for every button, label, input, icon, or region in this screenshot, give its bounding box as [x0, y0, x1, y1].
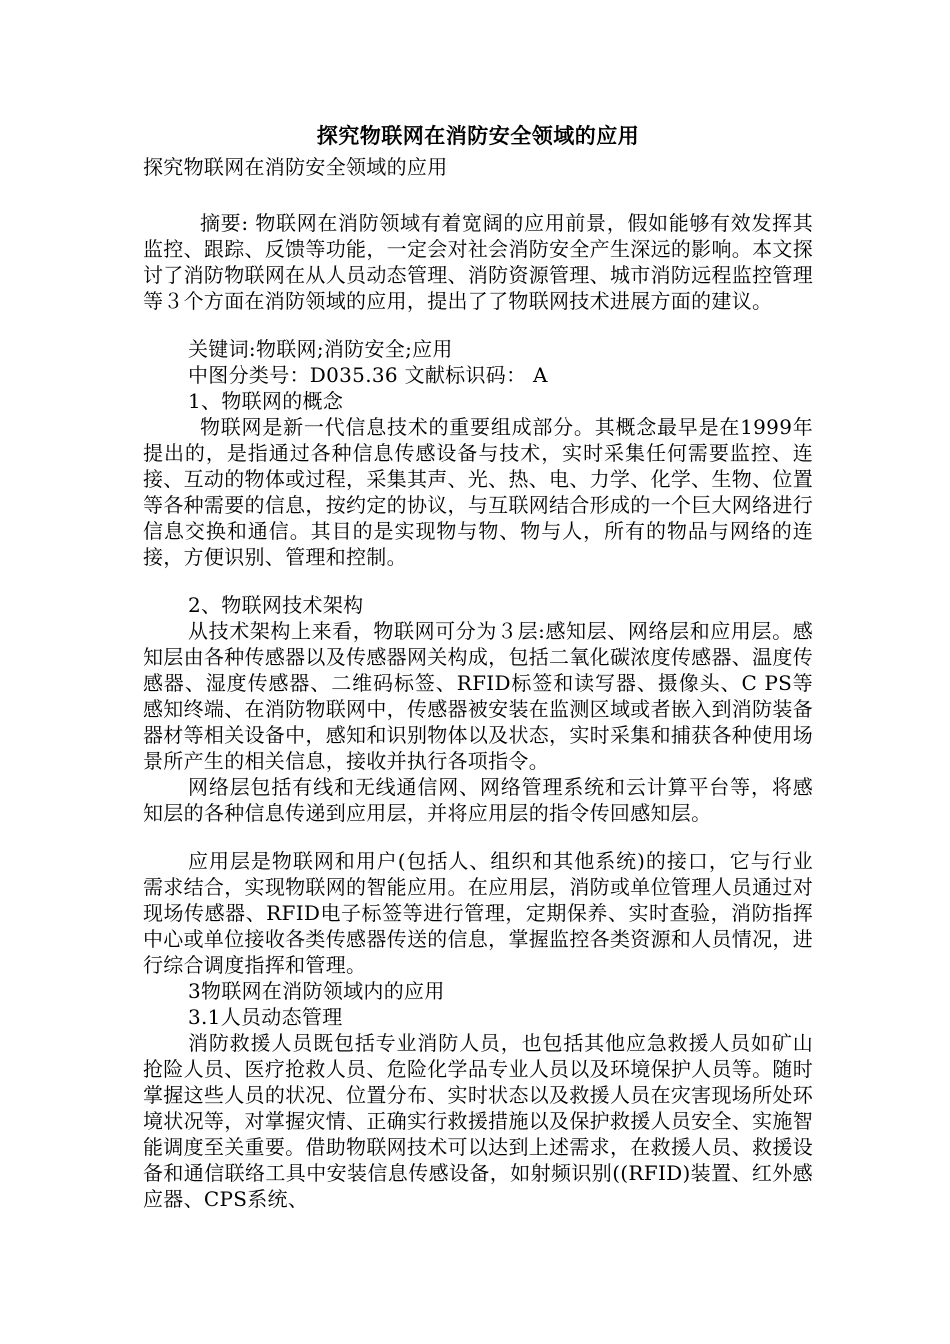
classification-line: 中图分类号：D035.36 文献标识码： A — [188, 363, 548, 387]
section-3-heading: 3物联网在消防领域内的应用 — [188, 979, 445, 1003]
section-2-paragraph-2: 网络层包括有线和无线通信网、网络管理系统和云计算平台等，将感知层的各种信息传递到应用层，并将应用层的指令传回感知层。 — [143, 775, 813, 825]
section-2-paragraph-3: 应用层是物联网和用户(包括人、组织和其他系统)的接口，它与行业需求结合，实现物联网的智能应用。在应用层，消防或单位管理人员通过对现场传感器、RFID电子标签等进行管理，定期保养、实时查验，消防指挥中心或单位接收各类传感器传送的信息，掌握监控各类资源和人员情况，进行综合调度指挥和管理。 — [143, 849, 813, 977]
spacer — [143, 826, 813, 848]
spacer — [143, 570, 813, 592]
section-1-heading: 1、物联网的概念 — [188, 389, 344, 413]
section-2-paragraph-1: 从技术架构上来看，物联网可分为３层:感知层、网络层和应用层。感知层由各种传感器以及传感器网关构成，包括二氧化碳浓度传感器、温度传感器、湿度传感器、二维码标签、RFID标签和读写器、摄像头、C PS等感知终端、在消防物联网中，传感器被安装在监测区域或者嵌入到消防装备器材等相关设备中，感知和识别物体以及状态，实时采集和捕获各种使用场景所产生的相关信息，接收并执行各项指令。 — [143, 619, 813, 773]
document-body — [143, 118, 813, 1212]
spacer — [143, 314, 813, 336]
keywords-line: 关键词:物联网;消防安全;应用 — [188, 337, 453, 361]
abstract-paragraph: 摘要: 物联网在消防领域有着宽阔的应用前景，假如能够有效发挥其监控、跟踪、反馈等功能，一定会对社会消防安全产生深远的影响。本文探讨了消防物联网在从人员动态管理、消防资源管理、城市消防远程监控管理等３个方面在消防领域的应用，提出了了物联网技术进展方面的建议。 — [143, 211, 813, 313]
section-3-1-paragraph: 消防救援人员既包括专业消防人员，也包括其他应急救援人员如矿山抢险人员、医疗抢救人员、危险化学品专业人员以及环境保护人员等。随时掌握这些人员的状况、位置分布、实时状态以及救援人员在灾害现场所处环境状况等，对掌握灾情、正确实行救援措施以及保护救援人员安全、实施智能调度至关重要。借助物联网技术可以达到上述需求，在救援人员、救援设备和通信联络工具中安装信息传感设备，如射频识别((RFID)装置、红外感应器、CPS系统、 — [143, 1031, 813, 1211]
spacer — [143, 180, 813, 206]
document-title: 探究物联网在消防安全领域的应用 — [316, 124, 640, 148]
document-subtitle: 探究物联网在消防安全领域的应用 — [143, 155, 448, 179]
section-1-paragraph: 物联网是新一代信息技术的重要组成部分。其概念最早是在1999年提出的，是指通过各种信息传感设备与技术，实时采集任何需要监控、连接、互动的物体或过程，采集其声、光、热、电、力学、化学、生物、位置等各种需要的信息，按约定的协议，与互联网结合形成的一个巨大网络进行信息交换和通信。其目的是实现物与物、物与人，所有的物品与网络的连接，方便识别、管理和控制。 — [143, 415, 813, 569]
section-3-1-heading: 3.1人员动态管理 — [188, 1005, 343, 1029]
section-2-heading: 2、物联网技术架构 — [188, 593, 364, 617]
